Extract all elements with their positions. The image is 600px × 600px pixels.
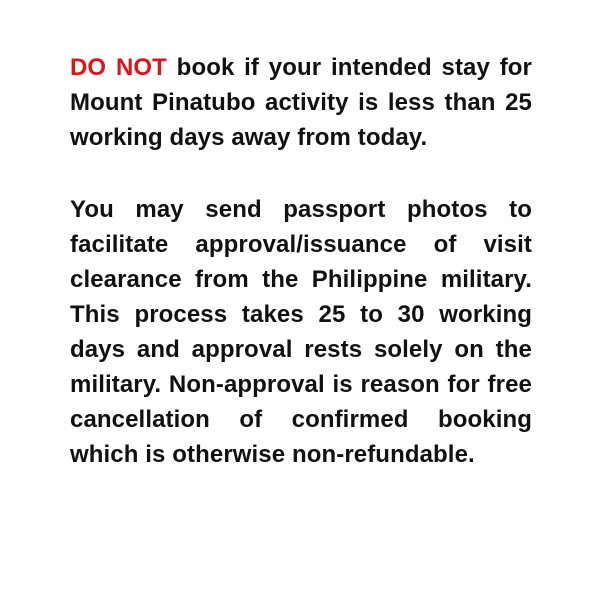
booking-warning-text: book if your intended stay for Mount Pinatubo activity is less than 25 working days away from today. [70, 54, 532, 151]
clearance-info-paragraph: You may send passport photos to facilitate approval/issuance of visit clearance from the Philippine military. This process takes 25 to 30 working days and approval rests solely on the military. Non-approval is reason for free cancellation of confirmed booking which is otherwise non-refundable. [70, 196, 532, 468]
do-not-warning: DO NOT [70, 54, 167, 81]
booking-warning-paragraph [70, 50, 532, 155]
booking-notice [70, 50, 532, 472]
